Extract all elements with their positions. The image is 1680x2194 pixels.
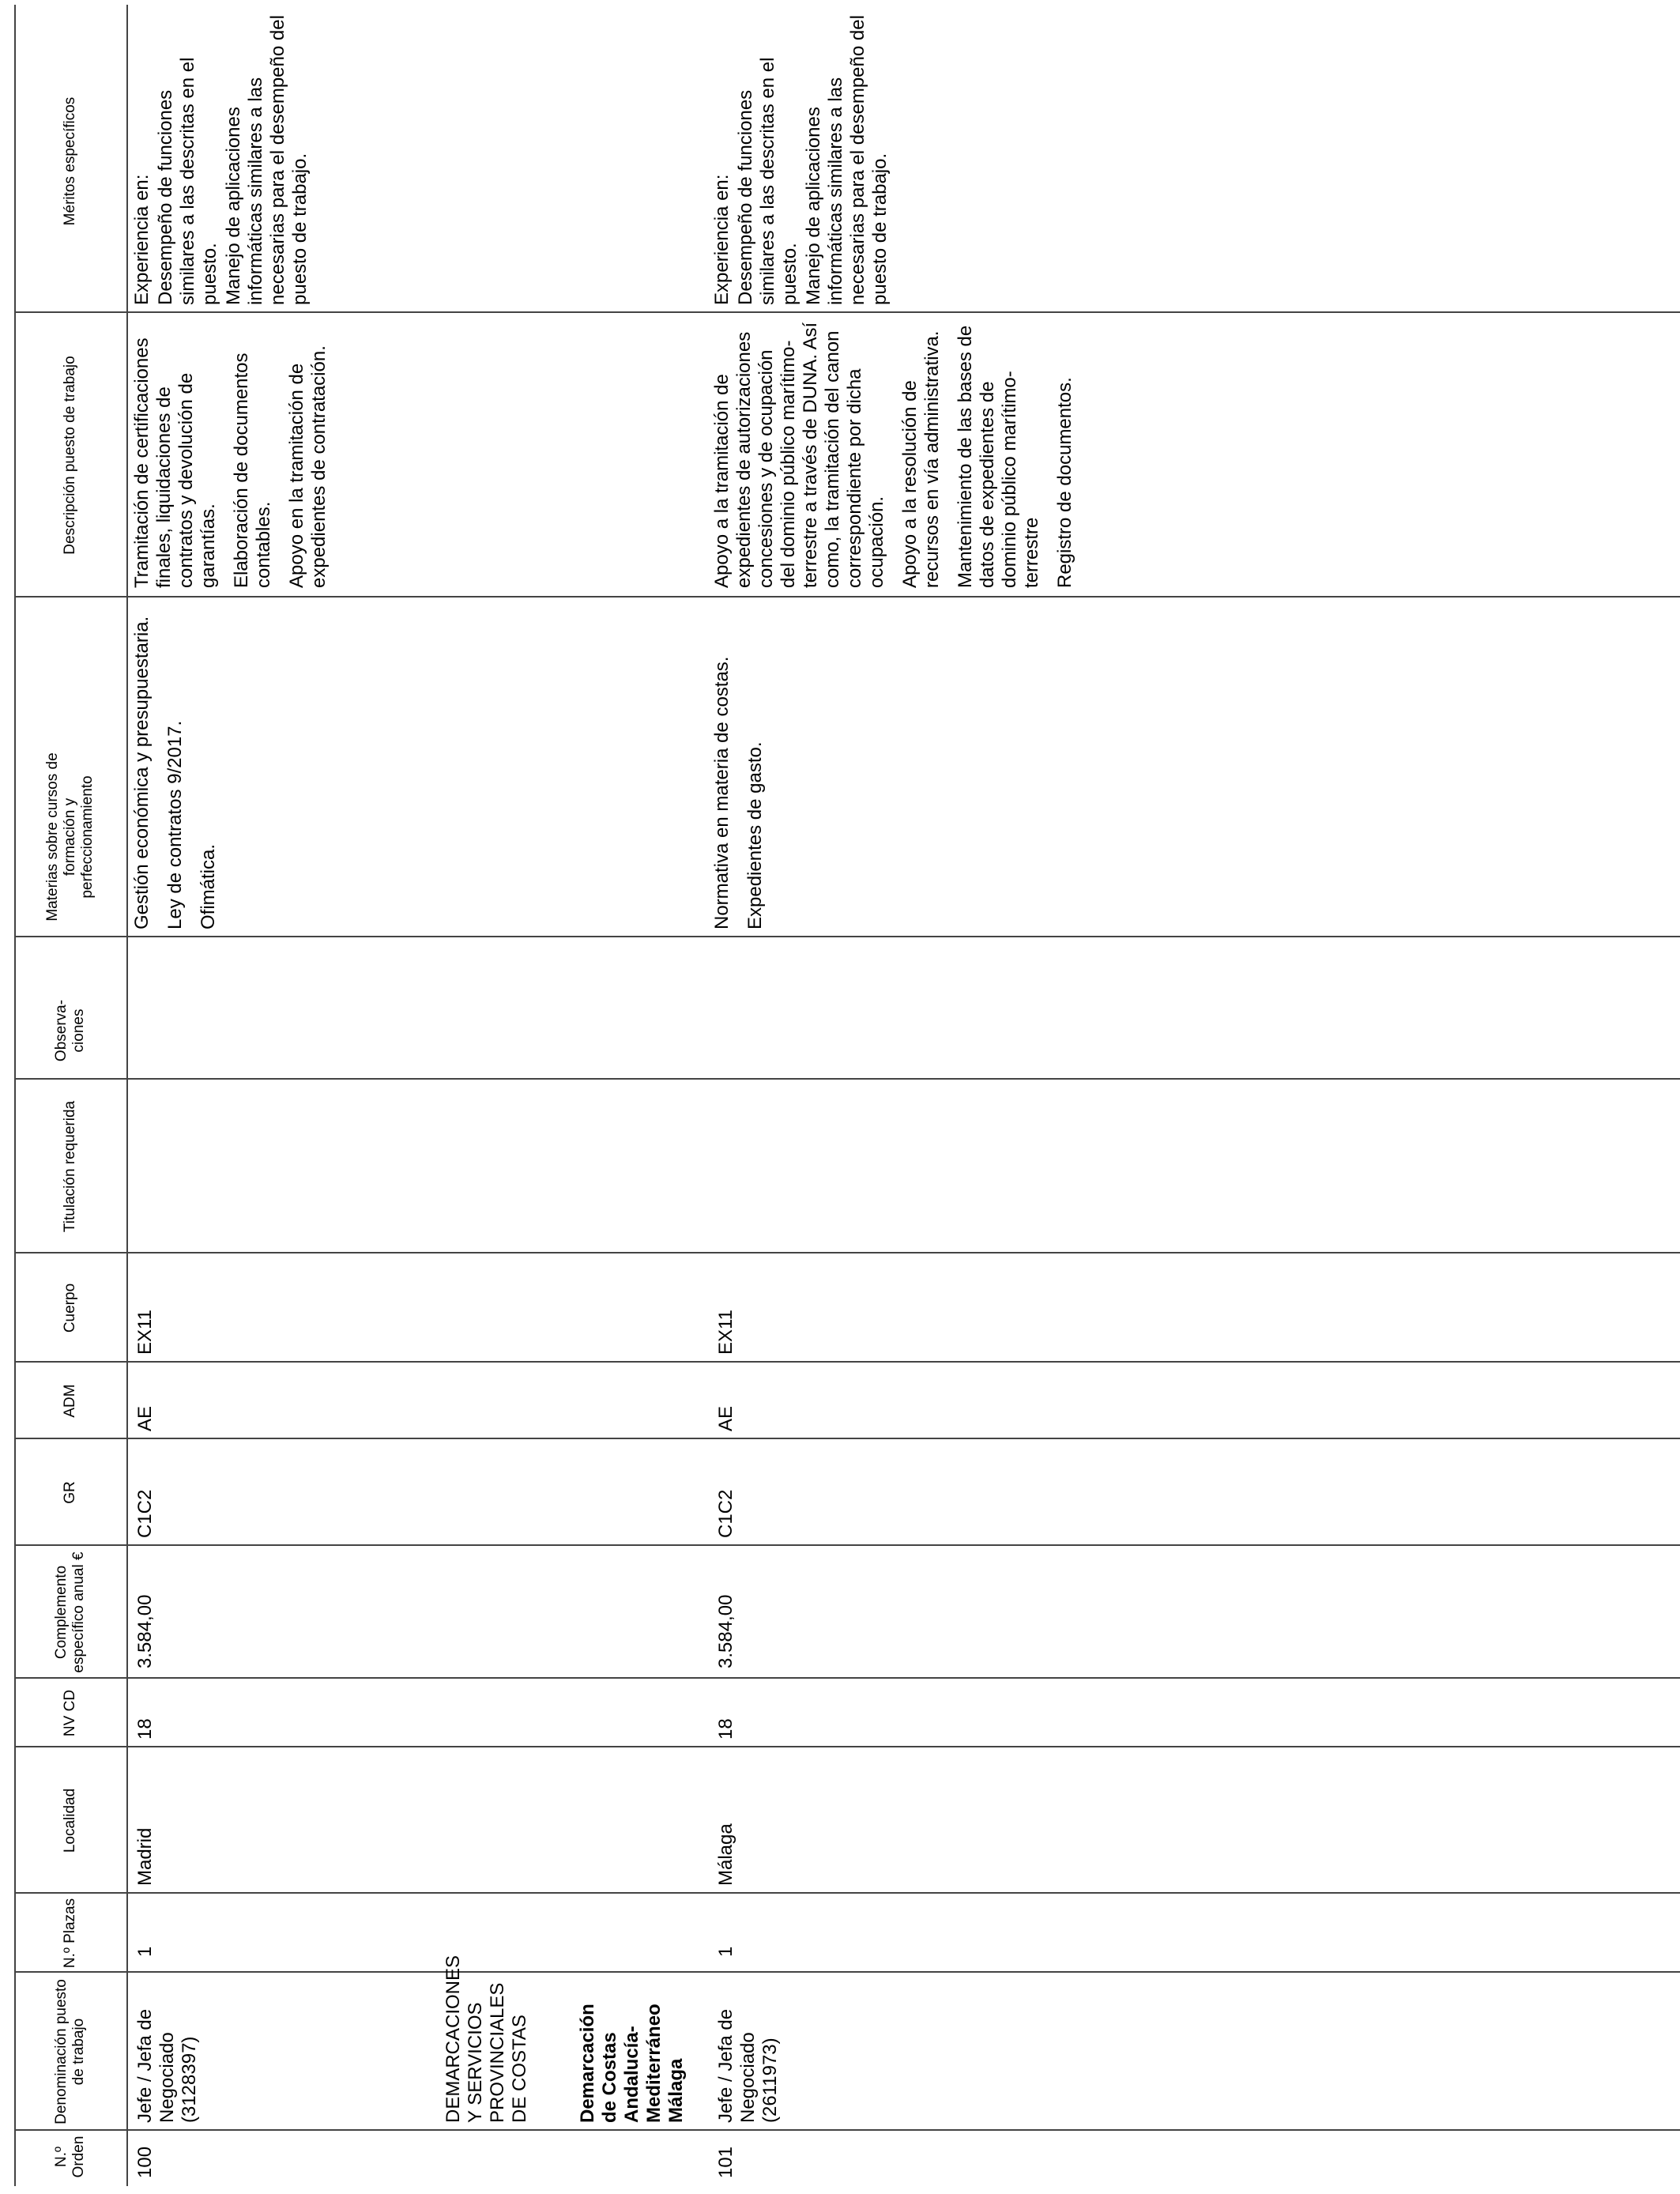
- row-100-merito-item: Desempeño de funciones similares a las descritas en el puesto.: [155, 57, 220, 305]
- row-101-descripcion-item: Apoyo a la resolución de recursos en vía administrativa.: [899, 330, 943, 588]
- col-sep: [14, 1361, 1680, 1363]
- col-sep: [14, 1892, 1680, 1894]
- row-101-adm: AE: [715, 1405, 736, 1431]
- header-orden: N.º Orden: [53, 2136, 87, 2178]
- row-100-localidad: Madrid: [134, 1827, 156, 1886]
- col-sep: [14, 2129, 1680, 2131]
- row-100-complemento: 3.584,00: [134, 1594, 156, 1668]
- row-101-orden: 101: [715, 2146, 736, 2178]
- row-101-complemento: 3.584,00: [715, 1594, 736, 1668]
- col-sep: [14, 936, 1680, 937]
- row-101-meritos: [711, 13, 902, 305]
- row-100-plazas: 1: [134, 1946, 156, 1957]
- row-100-materia-item: Ofimática.: [198, 843, 219, 929]
- row-101-merito-item: Desempeño de funciones similares a las descritas en el puesto.: [735, 57, 800, 305]
- header-materias: Materias sobre cursos de formación y perfeccionamiento: [44, 752, 96, 922]
- header-localidad: Localidad: [62, 1788, 78, 1853]
- header-nvcd: NV CD: [62, 1689, 78, 1737]
- row-101-merito-item: Experiencia en:: [711, 174, 733, 305]
- col-sep: [14, 1544, 1680, 1546]
- col-sep: [14, 1078, 1680, 1080]
- row-101-materias: [711, 605, 778, 929]
- header-complemento: Complemento específico anual €: [53, 1551, 87, 1673]
- col-sep: [14, 1438, 1680, 1439]
- header-observaciones: Observa-ciones: [53, 999, 87, 1062]
- row-100-meritos: [131, 13, 322, 305]
- section-subheading: Demarcación de Costas Andalucía-Mediterráneo Málaga: [577, 2004, 687, 2123]
- col-sep: [14, 1677, 1680, 1679]
- section-heading: DEMARCACIONES Y SERVICIOS PROVINCIALES DE COSTAS: [443, 1955, 530, 2123]
- row-101-descripcion-item: Mantenimiento de las bases de datos de expedientes de dominio público marítimo-terrestre: [955, 325, 1042, 588]
- row-101-cuerpo: EX11: [715, 1310, 736, 1355]
- row-100-descripcion: [131, 319, 341, 588]
- row-100-descripcion-item: Tramitación de certificaciones finales, liquidaciones de contratos y devolución de garantías.: [131, 337, 219, 588]
- header-cuerpo: Cuerpo: [62, 1283, 78, 1333]
- row-100-gr: C1C2: [134, 1489, 156, 1538]
- row-100-denominacion: Jefe / Jefa de Negociado (3128397): [134, 2008, 200, 2123]
- row-100-materias: [131, 605, 231, 929]
- col-sep: [14, 596, 1680, 598]
- header-bottom-rule: [126, 5, 128, 2186]
- col-sep: [14, 311, 1680, 313]
- row-101-descripcion-item: Apoyo a la tramitación de expedientes de autorizaciones concesiones y de ocupación del dominio público marítimo-terrestre a través de DUNA. Así como, la tramitación del canon correspondiente por dicha ocupación.: [711, 322, 887, 588]
- col-sep: [14, 1746, 1680, 1747]
- row-100-merito-item: Manejo de aplicaciones informáticas similares a las necesarias para el desempeño del puesto de trabajo.: [223, 15, 311, 305]
- row-100-adm: AE: [134, 1405, 156, 1431]
- header-meritos: Méritos específicos: [62, 96, 78, 226]
- row-101-descripcion-item: Registro de documentos.: [1054, 377, 1075, 588]
- row-101-plazas: 1: [715, 1946, 736, 1957]
- row-100-merito-item: Experiencia en:: [131, 174, 153, 305]
- row-101-materia-item: Expedientes de gasto.: [744, 741, 766, 929]
- col-sep: [14, 1252, 1680, 1253]
- row-100-descripcion-item: Apoyo en la tramitación de expedientes de contratación.: [286, 345, 330, 588]
- row-100-materia-item: Gestión económica y presupuestaria.: [131, 616, 153, 929]
- row-101-localidad: Málaga: [715, 1823, 736, 1886]
- row-101-denominacion: Jefe / Jefa de Negociado (2611973): [715, 2008, 781, 2123]
- row-100-materia-item: Ley de contratos 9/2017.: [164, 720, 186, 929]
- row-100-cuerpo: EX11: [134, 1310, 156, 1355]
- row-100-nvcd: 18: [134, 1718, 156, 1740]
- header-plazas: N.º Plazas: [62, 1898, 78, 1969]
- header-descripcion: Descripción puesto de trabajo: [62, 356, 78, 555]
- row-101-nvcd: 18: [715, 1718, 736, 1740]
- header-denominacion: Denominación puesto de trabajo: [53, 1979, 87, 2124]
- row-101-descripcion: [711, 319, 1087, 588]
- row-101-materia-item: Normativa en materia de costas.: [711, 656, 733, 929]
- row-100-descripcion-item: Elaboración de documentos contables.: [231, 352, 274, 588]
- row-101-gr: C1C2: [715, 1489, 736, 1538]
- header-adm: ADM: [62, 1384, 78, 1418]
- col-sep: [14, 1971, 1680, 1973]
- header-gr: GR: [62, 1481, 78, 1504]
- header-titulacion: Titulación requerida: [62, 1100, 78, 1233]
- row-101-merito-item: Manejo de aplicaciones informáticas similares a las necesarias para el desempeño del puesto de trabajo.: [803, 15, 891, 305]
- row-100-orden: 100: [134, 2146, 156, 2178]
